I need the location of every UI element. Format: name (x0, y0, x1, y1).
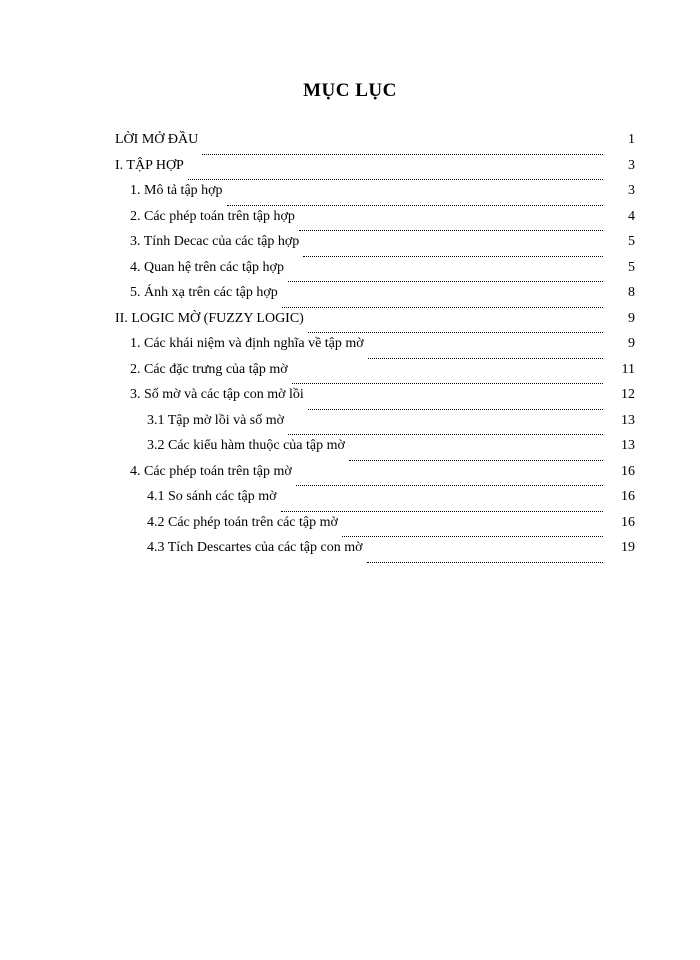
toc-entry-label: 1. Mô tả tập hợp (130, 183, 223, 198)
toc-entry-label: 3.2 Các kiểu hàm thuộc của tập mờ (147, 438, 345, 453)
toc-entry-label: 3. Tính Decac của các tập hợp (130, 234, 300, 249)
toc-entry[interactable] (147, 438, 635, 464)
toc-entry-page-number: 12 (621, 387, 635, 402)
toc-entry-label: 4. Quan hệ trên các tập hợp (130, 259, 284, 275)
dot-leader (288, 433, 603, 435)
toc-entry[interactable] (130, 336, 635, 362)
toc-entry[interactable] (130, 285, 635, 311)
table-of-contents (115, 132, 635, 566)
toc-entry[interactable] (130, 234, 635, 260)
toc-entry-page-number: 5 (628, 259, 635, 275)
dot-leader (292, 382, 603, 384)
dot-leader (303, 255, 603, 257)
toc-entry-page-number: 13 (621, 438, 635, 453)
toc-entry-page-number: 9 (628, 310, 635, 326)
toc-entry-label: 5. Ánh xạ trên các tập hợp (130, 285, 278, 300)
toc-entry-label: I. TẬP HỢP (115, 157, 184, 173)
toc-entry-page-number: 19 (621, 540, 635, 555)
dot-leader (202, 153, 603, 155)
toc-entry-label: 4. Các phép toán trên tập mờ (130, 463, 292, 479)
toc-entry[interactable] (130, 209, 635, 235)
toc-entry-page-number: 11 (621, 361, 635, 377)
dot-leader (342, 535, 603, 537)
toc-entry-label: LỜI MỞ ĐẦU (115, 132, 199, 147)
toc-entry-page-number: 13 (621, 412, 635, 428)
dot-leader (368, 357, 603, 359)
toc-entry-page-number: 16 (621, 489, 635, 504)
toc-entry-label: 3.1 Tập mờ lồi và số mờ (147, 412, 285, 428)
dot-leader (349, 459, 603, 461)
toc-entry[interactable] (115, 311, 635, 337)
toc-entry-label: 3. Số mờ và các tập con mờ lồi (130, 387, 304, 402)
dot-leader (282, 306, 603, 308)
dot-leader (296, 484, 603, 486)
toc-entry-page-number: 9 (628, 336, 635, 351)
toc-entry[interactable] (147, 489, 635, 515)
dot-leader (288, 280, 603, 282)
toc-entry[interactable] (147, 413, 635, 439)
toc-entry-page-number: 4 (628, 208, 635, 224)
toc-entry-label: 1. Các khái niệm và định nghĩa về tập mờ (130, 336, 364, 351)
toc-entry[interactable] (130, 260, 635, 286)
dot-leader (308, 331, 603, 333)
toc-entry-label: 4.1 So sánh các tập mờ (147, 489, 277, 504)
dot-leader (308, 408, 603, 410)
dot-leader (299, 229, 603, 231)
toc-entry[interactable] (115, 132, 635, 158)
page-title: MỤC LỤC (303, 80, 397, 101)
dot-leader (367, 561, 604, 563)
toc-entry-page-number: 16 (621, 514, 635, 530)
dot-leader (227, 204, 603, 206)
toc-entry[interactable] (130, 183, 635, 209)
toc-entry[interactable] (130, 387, 635, 413)
toc-entry-page-number: 3 (628, 157, 635, 173)
toc-entry[interactable] (130, 362, 635, 388)
toc-entry-page-number: 16 (621, 463, 635, 479)
toc-entry[interactable] (147, 515, 635, 541)
dot-leader (281, 510, 604, 512)
toc-entry[interactable] (115, 158, 635, 184)
toc-entry-page-number: 3 (628, 183, 635, 198)
toc-entry[interactable] (147, 540, 635, 566)
dot-leader (188, 178, 603, 180)
toc-entry-label: 2. Các đặc trưng của tập mờ (130, 361, 288, 377)
toc-entry-label: 4.3 Tích Descartes của các tập con mờ (147, 540, 363, 555)
toc-entry-page-number: 5 (628, 234, 635, 249)
toc-entry-label: II. LOGIC MỜ (FUZZY LOGIC) (115, 310, 304, 326)
toc-entry-label: 2. Các phép toán trên tập hợp (130, 208, 295, 224)
toc-entry[interactable] (130, 464, 635, 490)
toc-entry-page-number: 1 (628, 132, 635, 147)
toc-entry-page-number: 8 (628, 285, 635, 300)
toc-entry-label: 4.2 Các phép toán trên các tập mờ (147, 514, 338, 530)
